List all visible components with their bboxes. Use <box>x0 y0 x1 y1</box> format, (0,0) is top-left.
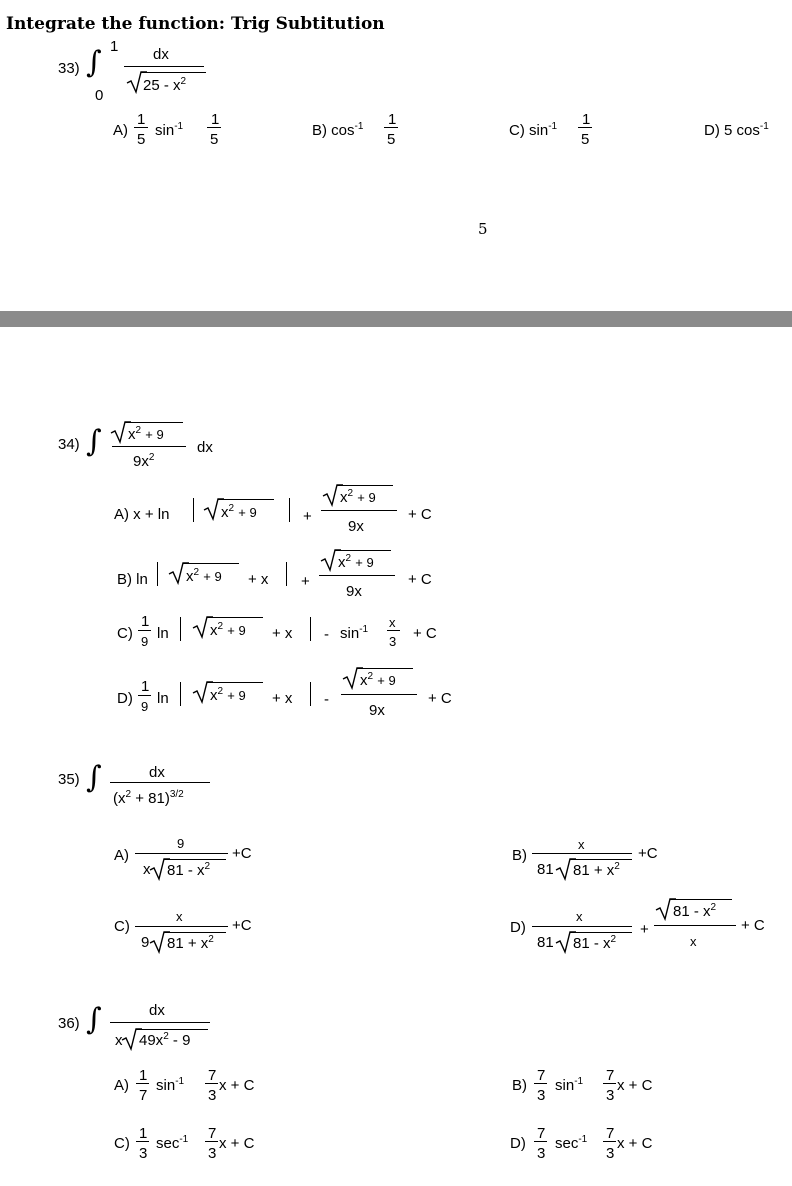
numerator: $x^2 + 9$ <box>340 488 376 506</box>
page-title: Integrate the function: Trig Subtitution <box>6 14 385 34</box>
arg-numerator: 7 <box>606 1125 615 1142</box>
sqrt-overline <box>164 932 226 933</box>
operator: - <box>324 691 329 708</box>
term: + x <box>272 625 293 642</box>
sqrt-overline <box>164 859 226 860</box>
choice-label: A) <box>114 1077 129 1094</box>
operator: + <box>301 573 310 590</box>
abs-bar <box>180 682 181 706</box>
integrand-numerator: dx <box>149 1002 165 1019</box>
integrand-denominator: $25 - x^2$ <box>143 76 187 94</box>
fraction-bar <box>534 1141 547 1142</box>
fraction-bar <box>387 630 400 631</box>
coef-numerator: 1 <box>137 111 146 128</box>
fraction-bar <box>603 1141 616 1142</box>
integral-sign: ∫ <box>86 1002 102 1037</box>
fraction-bar <box>654 925 736 926</box>
fraction-bar <box>205 1141 218 1142</box>
fraction-bar <box>205 1083 218 1084</box>
abs-bar <box>286 562 287 586</box>
term: x + C <box>617 1077 653 1094</box>
arg-denominator: 3 <box>606 1145 615 1162</box>
fraction-bar <box>135 926 228 927</box>
integral-sign: ∫ <box>86 45 102 80</box>
sqrt-overline <box>141 72 206 73</box>
term: + x <box>272 690 293 707</box>
coef-numerator: 7 <box>537 1125 546 1142</box>
fraction-bar <box>532 926 632 927</box>
arg-numerator: 1 <box>582 111 591 128</box>
integrand-denominator: $9x^2$ <box>133 452 155 470</box>
sqrt-overline <box>335 550 391 551</box>
function-name: $\sec^{-1}$ <box>555 1134 588 1152</box>
choice-label: C) <box>114 1135 130 1152</box>
choice-text: A) x + ln <box>114 506 170 523</box>
coef-numerator: 7 <box>537 1067 546 1084</box>
numerator: x <box>576 909 583 924</box>
denominator-factor: x <box>115 1032 123 1049</box>
denominator: 9x <box>369 702 385 719</box>
numerator: 9 <box>177 836 185 851</box>
function-name: $\sin^{-1}$ <box>555 1076 584 1094</box>
fraction-bar <box>384 127 398 128</box>
sqrt-overline <box>136 1029 208 1030</box>
choice-label: A) <box>113 122 128 139</box>
integrand-denominator: $(x^2 + 81)^{3/2}$ <box>113 789 184 807</box>
abs-bar <box>193 498 194 522</box>
numerator: $x^2 + 9$ <box>338 553 374 571</box>
sqrt-overline <box>125 422 183 423</box>
function-name: $\sin^{-1}$ <box>340 624 369 642</box>
arg-numerator: x <box>389 615 396 630</box>
constant: + C <box>428 690 452 707</box>
fraction-bar <box>110 1022 210 1023</box>
arg-denominator: 3 <box>389 634 397 649</box>
arg-numerator: 1 <box>388 111 397 128</box>
function-name: $\sin^{-1}$ <box>155 121 184 139</box>
arg-numerator: 1 <box>211 111 220 128</box>
fraction-bar <box>603 1083 616 1084</box>
page-separator <box>0 311 792 327</box>
abs-bar <box>310 682 311 706</box>
sqrt-overline <box>183 563 239 564</box>
denominator: 9x <box>348 518 364 535</box>
constant: + C <box>413 625 437 642</box>
radicand: $81 + x^2$ <box>573 861 620 879</box>
integrand-numerator: dx <box>149 764 165 781</box>
operator: + <box>640 921 649 938</box>
coef-numerator: 1 <box>139 1125 148 1142</box>
choice-label: D) <box>510 919 526 936</box>
sqrt-overline <box>207 617 263 618</box>
lower-limit: 0 <box>95 87 104 104</box>
ln: ln <box>157 625 169 642</box>
radicand: $x^2 + 9$ <box>210 686 246 704</box>
arg-denominator: 3 <box>208 1087 217 1104</box>
arg-denominator: 3 <box>606 1087 615 1104</box>
radicand: $81 + x^2$ <box>167 934 214 952</box>
choice-text: B) ln <box>117 571 148 588</box>
upper-limit: 1 <box>110 38 119 55</box>
fraction-bar <box>578 127 592 128</box>
numerator: $x^2 + 9$ <box>360 671 396 689</box>
coef-denominator: 3 <box>139 1145 148 1162</box>
question-number: 34) <box>58 436 80 453</box>
sqrt-overline <box>207 682 263 683</box>
denominator: x <box>690 934 697 949</box>
arg-numerator: 7 <box>606 1067 615 1084</box>
choice-label: D) <box>117 690 133 707</box>
operator: + <box>303 508 312 525</box>
integrand-numerator: dx <box>153 46 169 63</box>
sqrt-overline <box>357 668 413 669</box>
integral-sign: ∫ <box>86 760 102 795</box>
function-name: $\sin^{-1}$ <box>156 1076 185 1094</box>
fraction-bar <box>319 575 395 576</box>
coef-denominator: 5 <box>137 131 146 148</box>
sqrt-overline <box>570 932 632 933</box>
choice-label: C) <box>114 918 130 935</box>
question-number: 33) <box>58 60 80 77</box>
fraction-bar <box>341 694 417 695</box>
arg-denominator: 3 <box>208 1145 217 1162</box>
fraction-bar <box>138 630 151 631</box>
radicand: $x^2 + 9$ <box>210 621 246 639</box>
numerator: $81 - x^2$ <box>673 902 717 920</box>
term: x + C <box>219 1077 255 1094</box>
fraction-bar <box>136 1141 149 1142</box>
sqrt-overline <box>570 859 632 860</box>
denominator: 9x <box>346 583 362 600</box>
fraction-bar <box>134 127 148 128</box>
function-name: $\sec^{-1}$ <box>156 1134 189 1152</box>
denominator-factor: 9 <box>141 934 150 951</box>
integral-sign: ∫ <box>86 424 102 459</box>
fraction-bar <box>136 1083 149 1084</box>
abs-bar <box>310 617 311 641</box>
fraction-bar <box>321 510 397 511</box>
fraction-bar <box>534 1083 547 1084</box>
fraction-bar <box>110 782 210 783</box>
numerator: x <box>578 837 585 852</box>
question-number: 36) <box>58 1015 80 1032</box>
question-number: 35) <box>58 771 80 788</box>
abs-bar <box>180 617 181 641</box>
radicand: $81 - x^2$ <box>573 934 617 952</box>
coef-denominator: 3 <box>537 1087 546 1104</box>
integrand-numerator: $x^2 + 9$ <box>128 425 164 443</box>
denominator-factor: 81 <box>537 934 554 951</box>
fraction-bar <box>135 853 228 854</box>
choice-label: D) <box>510 1135 526 1152</box>
constant: +C <box>232 917 252 934</box>
ln: ln <box>157 690 169 707</box>
operator: - <box>324 626 329 643</box>
arg-numerator: 7 <box>208 1067 217 1084</box>
abs-bar <box>157 562 158 586</box>
sqrt-overline <box>670 899 732 900</box>
constant: + C <box>408 506 432 523</box>
fraction-bar <box>112 446 186 447</box>
term: x + C <box>617 1135 653 1152</box>
coef-numerator: 1 <box>141 613 150 630</box>
sqrt-overline <box>218 499 274 500</box>
constant: +C <box>638 845 658 862</box>
choice-text: B) $\cos^{-1}$ <box>312 121 364 139</box>
radicand: $49x^2 - 9$ <box>139 1031 191 1049</box>
choice-label: B) <box>512 1077 527 1094</box>
denominator-factor: 81 <box>537 861 554 878</box>
radicand: $81 - x^2$ <box>167 861 211 879</box>
coef-denominator: 9 <box>141 699 149 714</box>
arg-denominator: 5 <box>387 131 396 148</box>
constant: + C <box>408 571 432 588</box>
choice-label: A) <box>114 847 129 864</box>
choice-label: C) <box>117 625 133 642</box>
term: + x <box>248 571 269 588</box>
arg-denominator: 5 <box>581 131 590 148</box>
coef-denominator: 7 <box>139 1087 148 1104</box>
arg-numerator: 7 <box>208 1125 217 1142</box>
radicand: $x^2 + 9$ <box>186 567 222 585</box>
arg-denominator: 5 <box>210 131 219 148</box>
coef-numerator: 1 <box>141 678 150 695</box>
constant: +C <box>232 845 252 862</box>
choice-text: D) 5 $\cos^{-1}$ <box>704 121 769 139</box>
coef-denominator: 9 <box>141 634 149 649</box>
coef-numerator: 1 <box>139 1067 148 1084</box>
denominator-factor: x <box>143 861 151 878</box>
term: x + C <box>219 1135 255 1152</box>
choice-text: C) $\sin^{-1}$ <box>509 121 558 139</box>
radicand: $x^2 + 9$ <box>221 503 257 521</box>
fraction-bar <box>138 695 151 696</box>
differential: dx <box>197 439 213 456</box>
fraction-bar <box>124 66 204 67</box>
choice-label: B) <box>512 847 527 864</box>
constant: + C <box>741 917 765 934</box>
fraction-bar <box>532 853 632 854</box>
page-number: 5 <box>478 220 488 238</box>
abs-bar <box>289 498 290 522</box>
numerator: x <box>176 909 183 924</box>
fraction-bar <box>207 127 221 128</box>
coef-denominator: 3 <box>537 1145 546 1162</box>
sqrt-overline <box>337 485 393 486</box>
